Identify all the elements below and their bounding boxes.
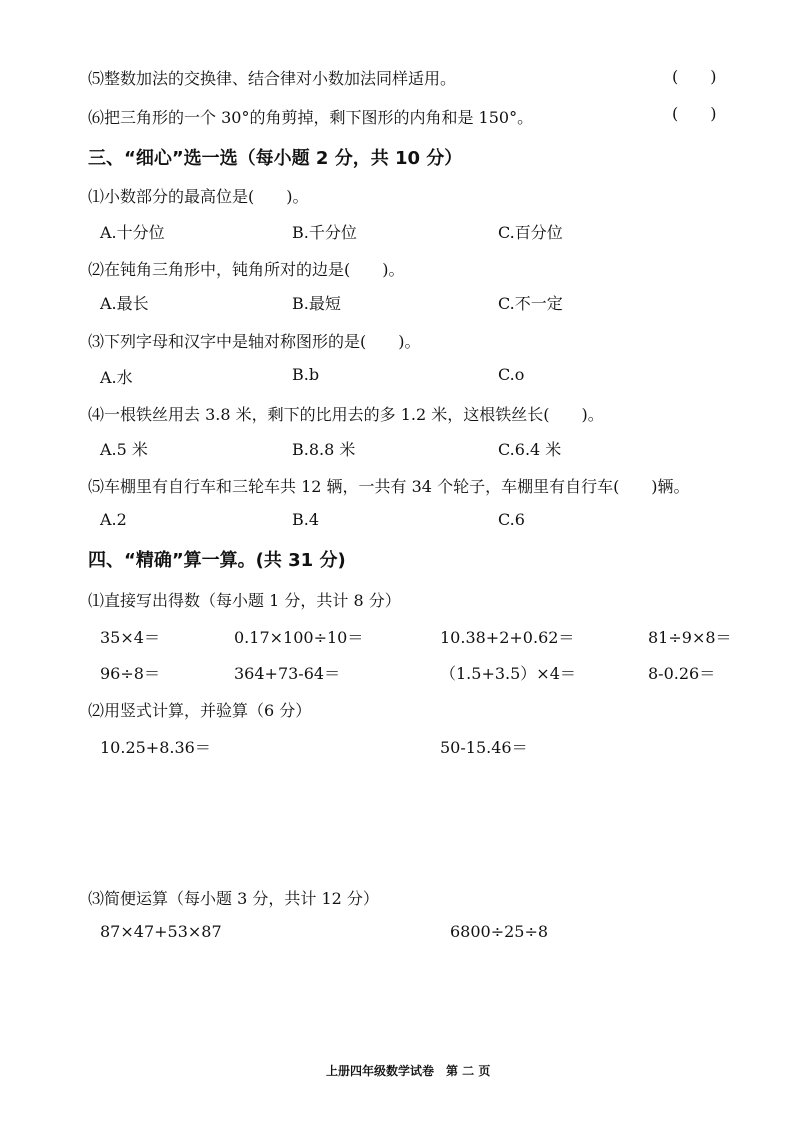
calc-expression: 96÷8＝ — [100, 664, 160, 683]
choice-2-option-b[interactable]: B.最短 — [292, 294, 341, 313]
choice-2-option-a[interactable]: A.最长 — [100, 294, 149, 313]
choice-3-option-c[interactable]: C.o — [498, 365, 525, 384]
calc-part1-title: ⑴直接写出得数（每小题 1 分，共计 8 分） — [88, 591, 401, 610]
section-title-choice: 三、“细心”选一选（每小题 2 分，共 10 分） — [88, 148, 463, 169]
section-title-calculate: 四、“精确”算一算。(共 31 分) — [88, 550, 346, 571]
choice-3-option-b[interactable]: B.b — [292, 365, 320, 384]
judge-item-5: ⑸整数加法的交换律、结合律对小数加法同样适用。 — [88, 69, 457, 88]
choice-2-option-c[interactable]: C.不一定 — [498, 294, 563, 313]
calc-part2-title: ⑵用竖式计算，并验算（6 分） — [88, 701, 312, 720]
choice-4-option-c[interactable]: C.6.4 米 — [498, 440, 562, 459]
choice-question-3: ⑶下列字母和汉字中是轴对称图形的是( )。 — [88, 332, 421, 351]
choice-1-option-a[interactable]: A.十分位 — [100, 223, 165, 242]
simplify-expression: 6800÷25÷8 — [450, 922, 549, 941]
calc-expression: 35×4＝ — [100, 628, 160, 647]
calc-expression: 0.17×100÷10＝ — [234, 628, 364, 647]
calc-expression: 364+73-64＝ — [234, 664, 341, 683]
calc-expression: 81÷9×8＝ — [648, 628, 732, 647]
choice-question-2: ⑵在钝角三角形中，钝角所对的边是( )。 — [88, 260, 405, 279]
calc-expression: 8-0.26＝ — [648, 664, 716, 683]
answer-bracket-6[interactable]: ( ) — [672, 104, 717, 123]
choice-4-option-a[interactable]: A.5 米 — [100, 440, 148, 459]
choice-question-1: ⑴小数部分的最高位是( )。 — [88, 187, 309, 206]
choice-1-option-c[interactable]: C.百分位 — [498, 223, 563, 242]
choice-4-option-b[interactable]: B.8.8 米 — [292, 440, 356, 459]
calc-part3-title: ⑶简便运算（每小题 3 分，共计 12 分） — [88, 889, 379, 908]
choice-5-option-c[interactable]: C.6 — [498, 510, 525, 529]
calc-expression: 10.38+2+0.62＝ — [440, 628, 575, 647]
choice-question-5: ⑸车棚里有自行车和三轮车共 12 辆，一共有 34 个轮子，车棚里有自行车( )辆。 — [88, 477, 690, 496]
calc-expression: （1.5+3.5）×4＝ — [440, 664, 576, 683]
answer-bracket-5[interactable]: ( ) — [672, 67, 717, 86]
simplify-expression: 87×47+53×87 — [100, 922, 222, 941]
choice-question-4: ⑷一根铁丝用去 3.8 米，剩下的比用去的多 1.2 米，这根铁丝长( )。 — [88, 405, 604, 424]
page-footer: 上册四年级数学试卷 第 二 页 — [326, 1064, 491, 1078]
choice-3-option-a[interactable]: A.水 — [100, 368, 133, 387]
choice-1-option-b[interactable]: B.千分位 — [292, 223, 357, 242]
choice-5-option-b[interactable]: B.4 — [292, 510, 320, 529]
judge-item-6: ⑹把三角形的一个 30°的角剪掉，剩下图形的内角和是 150°。 — [88, 108, 534, 127]
vertical-calc-expression: 50-15.46＝ — [440, 738, 528, 757]
choice-5-option-a[interactable]: A.2 — [100, 510, 127, 529]
vertical-calc-expression: 10.25+8.36＝ — [100, 738, 211, 757]
